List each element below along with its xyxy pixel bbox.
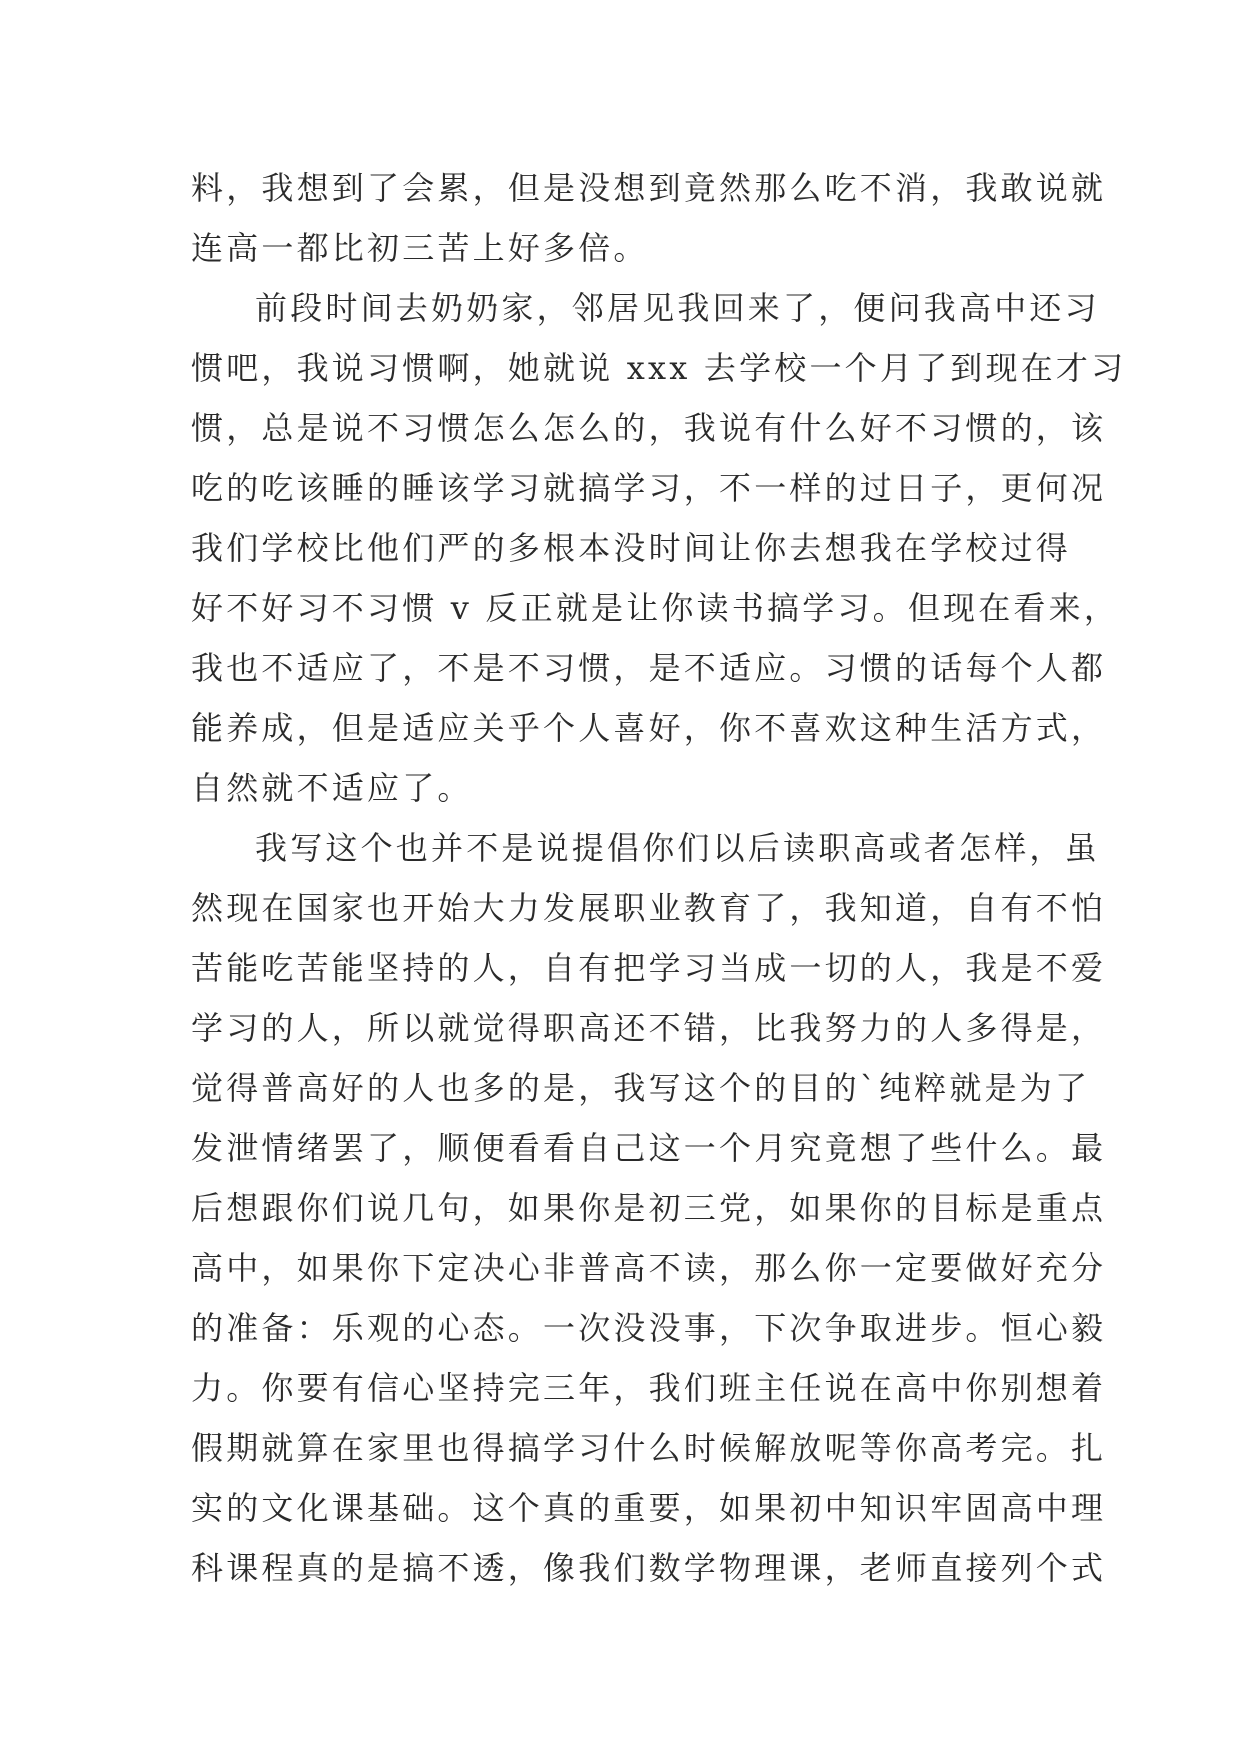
text-line: 然现在国家也开始大力发展职业教育了，我知道，自有不怕 xyxy=(191,889,1107,927)
text-line: 料，我想到了会累，但是没想到竟然那么吃不消，我敢说就 xyxy=(191,169,1107,207)
text-line: 我也不适应了，不是不习惯，是不适应。习惯的话每个人都 xyxy=(191,649,1107,687)
text-line: 自然就不适应了。 xyxy=(191,769,473,807)
body-text xyxy=(191,158,1127,1598)
text-line: 发泄情绪罢了，顺便看看自己这一个月究竟想了些什么。最 xyxy=(191,1129,1107,1167)
text-line: 力。你要有信心坚持完三年，我们班主任说在高中你别想着 xyxy=(191,1369,1107,1407)
text-line: 吃的吃该睡的睡该学习就搞学习，不一样的过日子，更何况 xyxy=(191,469,1107,507)
paragraph-start-line: 前段时间去奶奶家，邻居见我回来了，便问我高中还习 xyxy=(255,289,1100,327)
text-line: 能养成，但是适应关乎个人喜好，你不喜欢这种生活方式， xyxy=(191,709,1107,747)
text-line: 高中，如果你下定决心非普高不读，那么你一定要做好充分 xyxy=(191,1249,1107,1287)
text-line: 我们学校比他们严的多根本没时间让你去想我在学校过得 xyxy=(191,529,1072,567)
text-line: 苦能吃苦能坚持的人，自有把学习当成一切的人，我是不爱 xyxy=(191,949,1107,987)
text-line: 的准备：乐观的心态。一次没没事，下次争取进步。恒心毅 xyxy=(191,1309,1107,1347)
text-line: 惯吧，我说习惯啊，她就说 xxx 去学校一个月了到现在才习 xyxy=(191,349,1127,387)
text-line: 实的文化课基础。这个真的重要，如果初中知识牢固高中理 xyxy=(191,1489,1107,1527)
text-line: 惯，总是说不习惯怎么怎么的，我说有什么好不习惯的，该 xyxy=(191,409,1107,447)
paragraph-start-line: 我写这个也并不是说提倡你们以后读职高或者怎样，虽 xyxy=(255,829,1100,867)
text-line: 科课程真的是搞不透，像我们数学物理课，老师直接列个式 xyxy=(191,1549,1107,1587)
text-line: 后想跟你们说几句，如果你是初三党，如果你的目标是重点 xyxy=(191,1189,1107,1227)
text-line: 假期就算在家里也得搞学习什么时候解放呢等你高考完。扎 xyxy=(191,1429,1107,1467)
text-line: 好不好习不习惯 v 反正就是让你读书搞学习。但现在看来， xyxy=(191,589,1120,627)
text-line: 连高一都比初三苦上好多倍。 xyxy=(191,229,649,267)
text-line: 觉得普高好的人也多的是，我写这个的目的`纯粹就是为了 xyxy=(191,1069,1091,1107)
text-line: 学习的人，所以就觉得职高还不错，比我努力的人多得是， xyxy=(191,1009,1107,1047)
